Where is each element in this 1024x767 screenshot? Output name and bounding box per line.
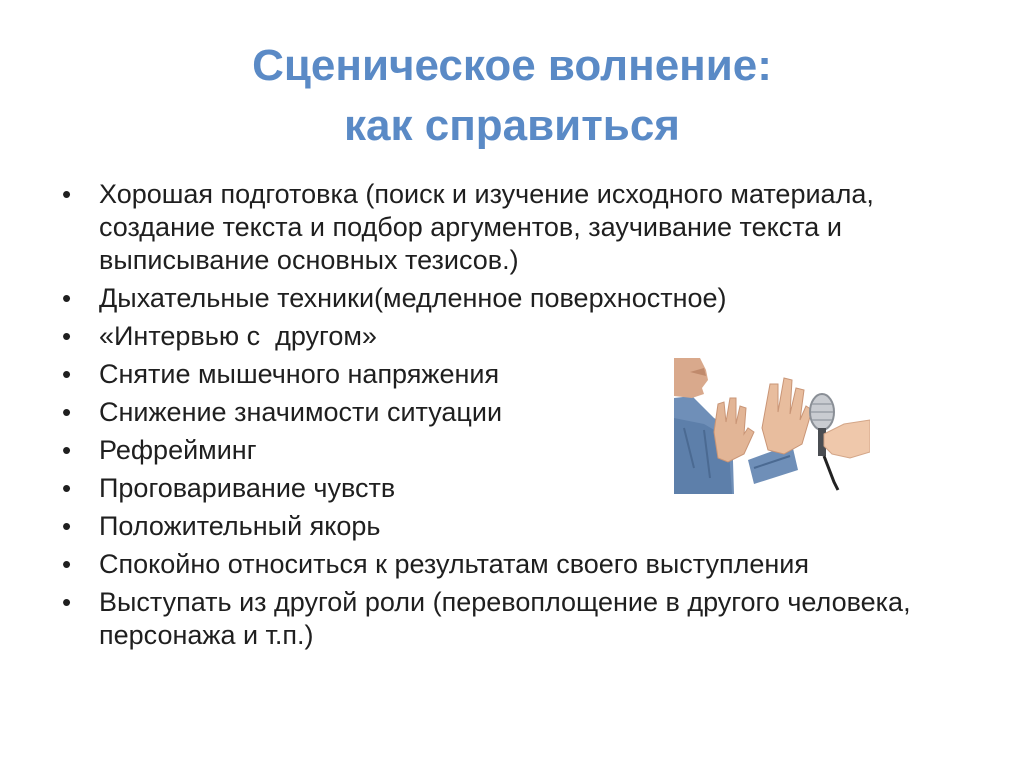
bullet-item <box>62 178 942 277</box>
bullet-icon: • <box>62 179 72 209</box>
bullet-text: Проговаривание чувств <box>99 473 396 503</box>
slide-title <box>0 36 1024 156</box>
bullet-item <box>62 320 942 353</box>
bullet-item <box>62 282 942 315</box>
bullet-text: Снятие мышечного напряжения <box>99 359 500 389</box>
title-line-1: Сценическое волнение: <box>252 41 772 90</box>
bullet-icon: • <box>62 587 72 617</box>
bullet-item <box>62 586 942 652</box>
bullet-icon: • <box>62 397 72 427</box>
bullet-item <box>62 548 942 581</box>
bullet-icon: • <box>62 321 72 351</box>
person-refusing-microphone-photo <box>674 358 870 494</box>
bullet-icon: • <box>62 359 72 389</box>
bullet-icon: • <box>62 435 72 465</box>
bullet-icon: • <box>62 549 72 579</box>
bullet-text: Положительный якорь <box>99 511 381 541</box>
bullet-text: Снижение значимости ситуации <box>99 397 503 427</box>
bullet-text: Выступать из другой роли (перевоплощение в другого человека, персонажа и т.п.) <box>99 587 911 650</box>
bullet-icon: • <box>62 283 72 313</box>
bullet-text: Спокойно относиться к результатам своего выступления <box>99 549 809 579</box>
bullet-text: Хорошая подготовка (поиск и изучение исходного материала, создание текста и подбор аргументов, заучивание текста и выписывание основных тезисов.) <box>99 179 874 275</box>
bullet-text: «Интервью с другом» <box>99 321 377 351</box>
title-line-2: как справиться <box>344 101 680 150</box>
bullet-item <box>62 510 942 543</box>
photo-illustration <box>674 358 870 494</box>
bullet-text: Дыхательные техники(медленное поверхностное) <box>99 283 727 313</box>
bullet-icon: • <box>62 511 72 541</box>
bullet-text: Рефрейминг <box>99 435 257 465</box>
bullet-icon: • <box>62 473 72 503</box>
